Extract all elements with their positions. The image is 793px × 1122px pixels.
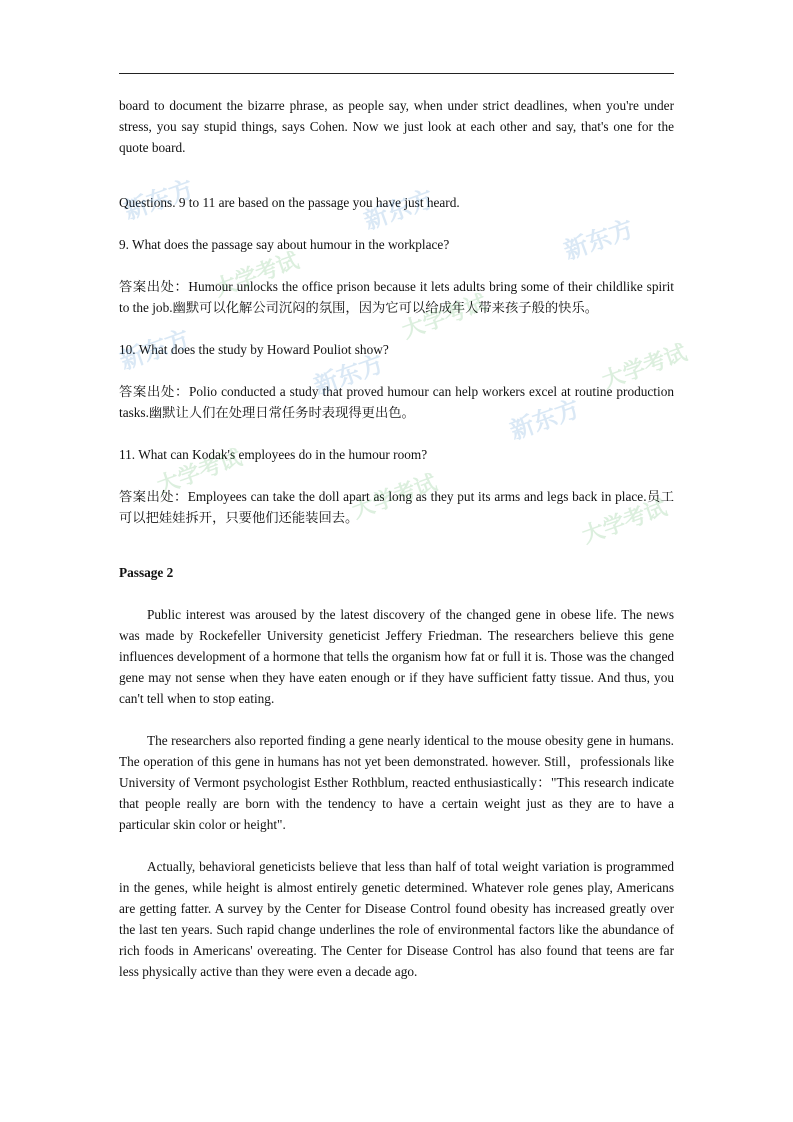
watermark-exam: 大学考试	[579, 495, 671, 550]
paragraph-continuation: board to document the bizarre phrase, as people say, when under strict deadlines, when you're under stress, you say stupid things, says Cohen. Now we just look at each other and say, that's one for the quote board.	[119, 98, 674, 155]
watermark-brand: 新东方	[560, 214, 638, 266]
answer-11: 答案出处：Employees can take the doll apart as long as they put its arms and legs back in place.员工可以把娃娃拆开，只要他们还能装回去。	[119, 489, 674, 525]
header-rule	[119, 73, 674, 74]
watermark-exam: 大学考试	[599, 340, 691, 395]
document-body	[119, 95, 674, 982]
passage-paragraph-1: Public interest was aroused by the latest discovery of the changed gene in obese life. The news was made by Rockefeller University geneticist Jeffery Friedman. The researchers believe this gene influences development of a hormone that tells the organism how fat or full it is. Those was the changed gene may not sense when they have eaten enough or if they have sufficient fatty tissue. And thus, you can't tell when to stop eating.	[119, 607, 674, 706]
watermark-brand: 新东方	[506, 394, 584, 446]
answer-10: 答案出处：Polio conducted a study that proved humour can help workers excel at routine production tasks.幽默让人们在处理日常任务时表现得更出色。	[119, 384, 674, 420]
passage-heading: Passage 2	[119, 565, 174, 580]
question-10: 10. What does the study by Howard Pouliot show?	[119, 342, 389, 357]
watermark-exam: 大学考试	[349, 470, 441, 525]
watermark-exam: 大学考试	[211, 248, 303, 303]
watermark-brand: 新东方	[360, 184, 438, 236]
watermark-brand: 新东方	[120, 174, 198, 226]
passage-paragraph-3: Actually, behavioral geneticists believe that less than half of total weight variation is programmed in the genes, while height is almost entirely genetic determined. Whatever role genes play, Americans are getting fatter. A survey by the Center for Disease Control found obesity has increased greatly over the last ten years. Such rapid change underlines the role of environmental factors like the abundance of rich foods in Americans' overeating. The Center for Disease Control has also found that teens are far less physically active than they were even a decade ago.	[119, 859, 674, 979]
question-11: 11. What can Kodak's employees do in the humour room?	[119, 447, 428, 462]
watermark-brand: 新东方	[310, 349, 388, 401]
watermark-exam: 大学考试	[154, 445, 246, 500]
questions-intro: Questions. 9 to 11 are based on the passage you have just heard.	[119, 195, 460, 210]
watermark-exam: 大学考试	[399, 290, 491, 345]
passage-paragraph-2: The researchers also reported finding a gene nearly identical to the mouse obesity gene in humans. The operation of this gene in humans has not yet been demonstrated. however. Still，professionals like University of Vermont psychologist Esther Rothblum, reacted enthusiastically："This research indicate that people really are born with the tendency to have a certain weight just as they are to have a particular skin color or height".	[119, 733, 674, 832]
question-9: 9. What does the passage say about humour in the workplace?	[119, 237, 450, 252]
watermark-brand: 新东方	[116, 324, 194, 376]
answer-9: 答案出处：Humour unlocks the office prison because it lets adults bring some of their childlike spirit to the job.幽默可以化解公司沉闷的氛围，因为它可以给成年人带来孩子般的快乐。	[119, 279, 674, 315]
